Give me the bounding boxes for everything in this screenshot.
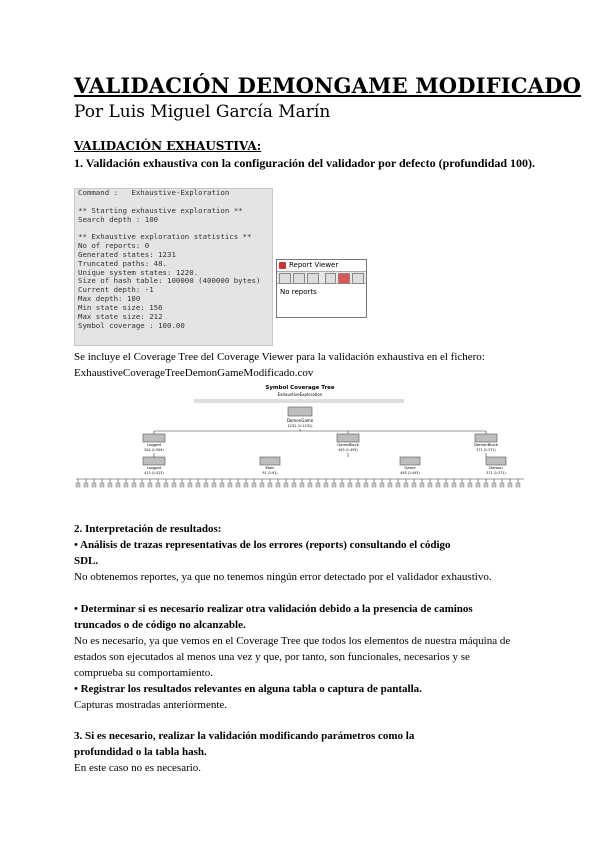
coverage-intro-text: Se incluye el Coverage Tree del Coverage Viewer para la validación exhaustiva en el fichero: ExhaustiveCoverageTreeDemonGameModificado.cov (74, 351, 485, 379)
console-line: No of reports: 0 (78, 241, 150, 251)
leaf-tick (156, 483, 160, 487)
leaf-tick (252, 483, 256, 487)
leaf-tick (428, 483, 432, 487)
leaf-tick (420, 483, 424, 487)
svg-text:91 (1:91): 91 (1:91) (262, 471, 278, 475)
leaf-tick (268, 483, 272, 487)
toolbar-button-2-icon[interactable] (293, 273, 305, 284)
leaf-tick (316, 483, 320, 487)
leaf-tick (364, 483, 368, 487)
mid-node-3 (474, 434, 499, 452)
svg-text:Game: Game (404, 465, 416, 470)
svg-text:413 (1:413): 413 (1:413) (144, 471, 164, 475)
svg-text:Demon: Demon (489, 465, 503, 470)
console-line: Min state size: 156 (78, 302, 163, 312)
mid-node-1 (143, 434, 165, 452)
bullet-3-text: Capturas mostradas anteriormente. (74, 699, 228, 711)
step-2-heading: 2. Interpretación de resultados: (74, 523, 222, 535)
leaf-tick (212, 483, 216, 487)
console-line: Symbol coverage : 100.00 (78, 320, 185, 330)
leaf-tick (260, 483, 264, 487)
report-viewer-window (276, 259, 367, 318)
leaf-tick (76, 483, 80, 487)
svg-text:371 (1:371): 371 (1:371) (476, 448, 496, 452)
bullet-2-heading: • Determinar si es necesario realizar otra validación debido a la presencia de caminos truncados o de código no alcanzable. (74, 603, 473, 631)
console-line: Generated states: 1231 (78, 249, 176, 259)
leaf-tick (388, 483, 392, 487)
root-node-box (288, 407, 312, 416)
svg-text:Logged: Logged (147, 465, 161, 470)
leaf-tick (132, 483, 136, 487)
console-line: ** Starting exhaustive exploration ** (78, 205, 243, 215)
leaf-tick (372, 483, 376, 487)
coverage-tree-title: Symbol Coverage Tree (265, 385, 335, 391)
svg-text:Main: Main (265, 465, 275, 470)
svg-text:493 (1:493): 493 (1:493) (338, 448, 358, 452)
leaf-tick (340, 483, 344, 487)
document-author: Por Luis Miguel García Marín (74, 102, 331, 122)
leaf-tick (284, 483, 288, 487)
leaf-tick (324, 483, 328, 487)
console-line: Current depth: -1 (78, 285, 154, 295)
bullet-1-heading: • Análisis de trazas representativas de los errores (reports) consultando el código SDL. (74, 539, 451, 567)
leaf-node-4 (486, 457, 506, 475)
leaf-tick (396, 483, 400, 487)
leaf-tick (516, 483, 520, 487)
bullet-2-text: No es necesario, ya que vemos en el Coverage Tree que todos los elementos de nuestra máquina de estados son ejecutados al menos una vez y que, por tanto, son funcionales, necesarios y se comprueba su comportamiento. (74, 635, 511, 679)
step-1-heading: 1. Validación exhaustiva con la configuración del validador por defecto (profundidad 100). (74, 156, 536, 170)
leaf-tick (244, 483, 248, 487)
console-line: Search depth : 100 (78, 214, 159, 224)
leaf-tick (356, 483, 360, 487)
leaf-tick (228, 483, 232, 487)
leaf-tick (140, 483, 144, 487)
leaf-tick (404, 483, 408, 487)
leaf-tick (452, 483, 456, 487)
bullet-3-heading: • Registrar los resultados relevantes en alguna tabla o captura de pantalla. (74, 683, 422, 695)
leaf-tick (164, 483, 168, 487)
step-3-text: En este caso no es necesario. (74, 762, 202, 774)
leaf-tick (108, 483, 112, 487)
console-line: Max state size: 212 (78, 311, 163, 321)
svg-text:DemonBlock: DemonBlock (474, 442, 498, 447)
console-line: Truncated paths: 48. (78, 258, 167, 268)
toolbar-button-1-icon[interactable] (279, 273, 291, 284)
leaf-node-2 (260, 457, 280, 475)
leaf-node-3 (400, 457, 420, 475)
leaf-tick (508, 483, 512, 487)
leaf-tick (124, 483, 128, 487)
svg-text:GameBlock: GameBlock (337, 442, 359, 447)
console-line: Unique system states: 1220. (78, 267, 199, 277)
leaf-tick (348, 483, 352, 487)
coverage-tree-figure (74, 383, 526, 497)
svg-text:493 (1:493): 493 (1:493) (400, 471, 420, 475)
leaf-tick (84, 483, 88, 487)
leaf-tick (380, 483, 384, 487)
coverage-tree-leaf-row (76, 479, 520, 487)
leaf-tick (444, 483, 448, 487)
leaf-tick (148, 483, 152, 487)
root-node-value: 1231 (1:1231) (287, 424, 313, 428)
leaf-tick (196, 483, 200, 487)
section-heading-exhaustive: VALIDACIÓN EXHAUSTIVA: (74, 139, 262, 153)
console-line: ** Exhaustive exploration statistics ** (78, 232, 252, 242)
svg-text:504 (1:504): 504 (1:504) (144, 448, 164, 452)
leaf-tick (308, 483, 312, 487)
leaf-tick (500, 483, 504, 487)
leaf-tick (436, 483, 440, 487)
toolbar-button-3-icon[interactable] (307, 273, 319, 284)
leaf-tick (412, 483, 416, 487)
leaf-tick (188, 483, 192, 487)
svg-text:Logged: Logged (147, 442, 161, 447)
console-line: Max depth: 100 (78, 294, 141, 304)
report-viewer-body: No reports (280, 288, 317, 296)
leaf-node-1 (143, 457, 165, 475)
leaf-tick (468, 483, 472, 487)
leaf-tick (172, 483, 176, 487)
leaf-tick (300, 483, 304, 487)
toolbar-button-5-icon[interactable] (338, 273, 350, 284)
coverage-tree-subtitle: ExhaustiveExploration (277, 392, 323, 397)
step-3-heading: 3. Si es necesario, realizar la validación modificando parámetros como la profundidad o la tabla hash. (74, 730, 415, 758)
leaf-tick (492, 483, 496, 487)
svg-text:371 (1:371): 371 (1:371) (486, 471, 506, 475)
coverage-tree-legend (194, 399, 404, 403)
leaf-tick (460, 483, 464, 487)
bullet-1-text: No obtenemos reportes, ya que no tenemos ningún error detectado por el validador exhaustivo. (74, 571, 492, 583)
root-node-label: DemonGame (286, 418, 314, 423)
help-icon[interactable] (352, 273, 364, 284)
document-title: VALIDACIÓN DEMONGAME MODIFICADO (74, 73, 582, 98)
leaf-tick (92, 483, 96, 487)
leaf-tick (276, 483, 280, 487)
leaf-tick (236, 483, 240, 487)
toolbar-button-4-icon[interactable] (325, 273, 337, 284)
leaf-tick (476, 483, 480, 487)
report-viewer-title: Report Viewer (289, 261, 339, 269)
leaf-tick (220, 483, 224, 487)
leaf-tick (100, 483, 104, 487)
leaf-tick (292, 483, 296, 487)
leaf-tick (484, 483, 488, 487)
report-viewer-titlebar (277, 260, 366, 271)
console-line: Size of hash table: 100000 (400000 bytes) (78, 276, 261, 286)
leaf-tick (332, 483, 336, 487)
leaf-tick (180, 483, 184, 487)
leaf-tick (116, 483, 120, 487)
validator-console-output (74, 188, 273, 346)
console-line: Command : Exhaustive-Exploration (78, 188, 230, 197)
leaf-tick (204, 483, 208, 487)
report-viewer-toolbar (277, 271, 366, 284)
report-viewer-icon (279, 262, 286, 269)
mid-node-2 (337, 434, 360, 452)
